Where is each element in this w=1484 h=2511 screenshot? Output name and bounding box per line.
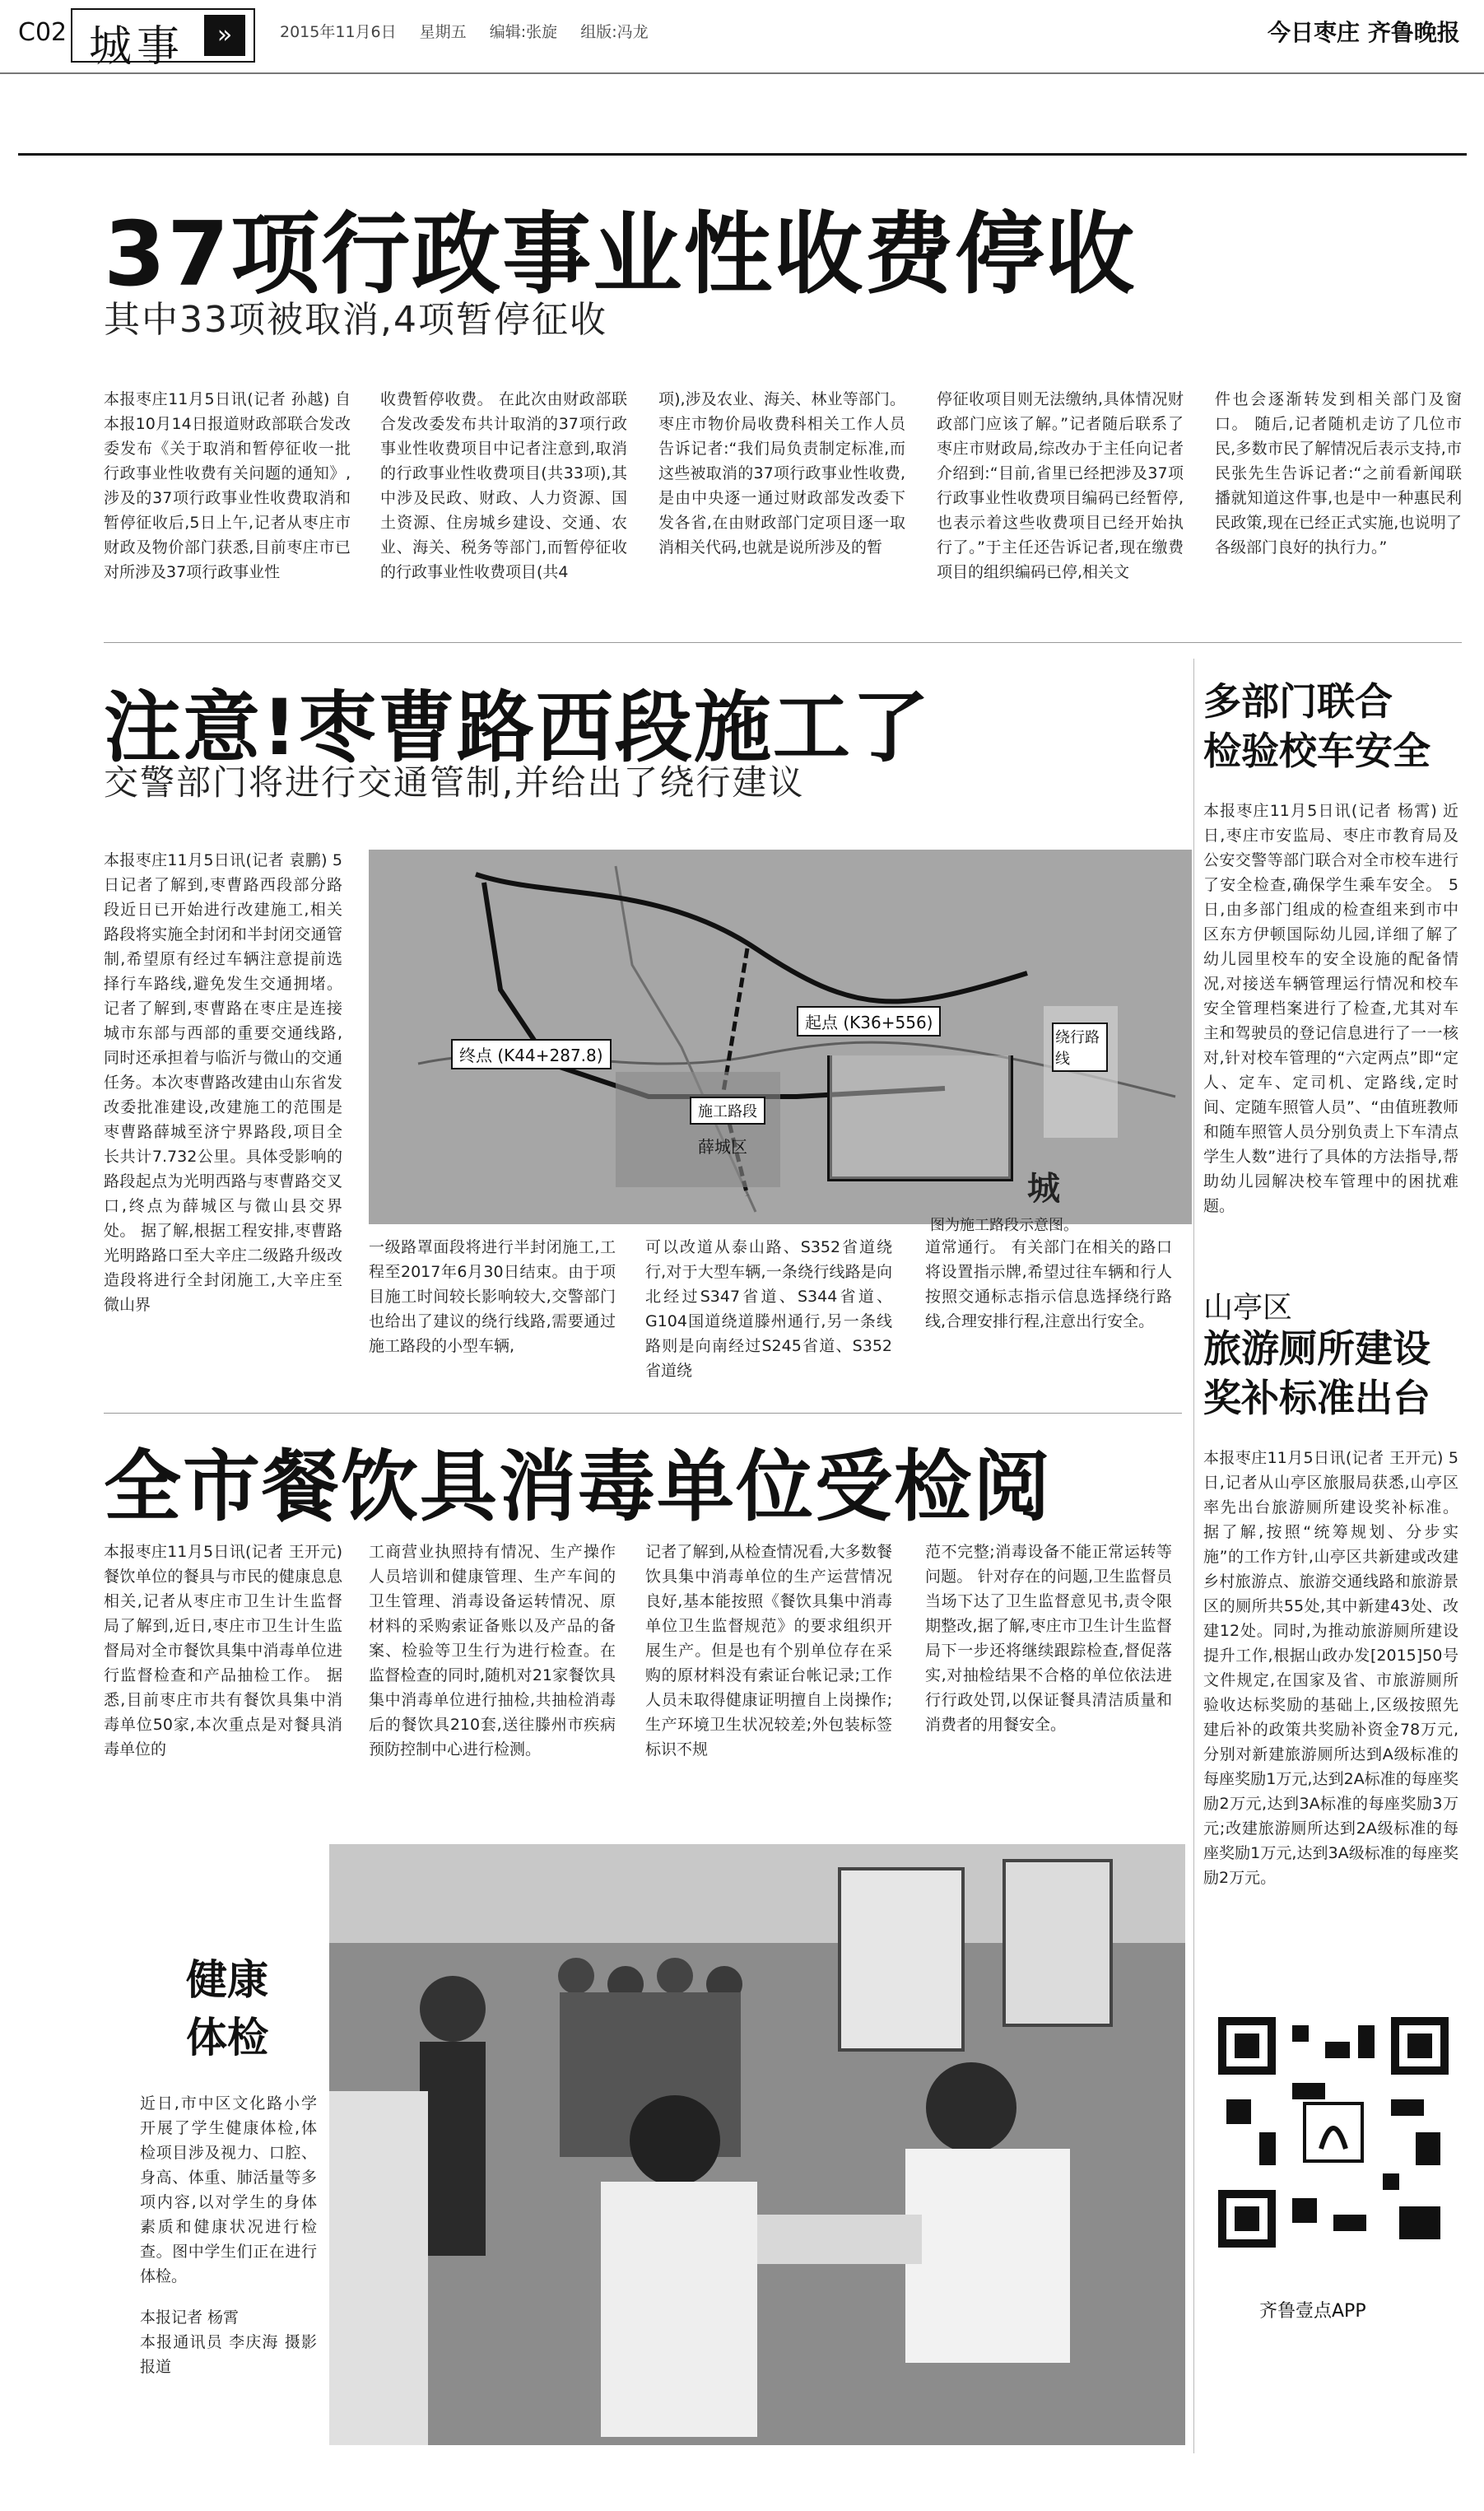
health-check-photo [329, 1844, 1185, 2445]
map-end-name: 终点 [459, 1046, 492, 1065]
header-rule [0, 72, 1484, 74]
map-district-label: 薛城区 [698, 1137, 747, 1157]
story1-col-4: 停征收项目则无法缴纳,具体情况财政部门应该了解。”记者随后联系了枣庄市财政局,综改办于主任向记者介绍到:“目前,省里已经把涉及37项行政事业性收费项目编码已经暂停,也表示着这些收费项目已经开始执行了。”于主任还告诉记者,现在缴费项目的组织编码已停,相关文 [937, 390, 1184, 581]
story1-subhead: 其中33项被取消,4项暂停征收 [104, 299, 607, 341]
story2-subhead: 交警部门将进行交通管制,并给出了绕行建议 [104, 762, 805, 803]
issue-weekday: 星期五 [419, 23, 467, 41]
map-detour-label: 绕行路线 [1052, 1023, 1108, 1072]
map-end-label: 终点 (K44+287.8) [451, 1039, 612, 1069]
photo-credit-correspondent: 本报通讯员 李庆海 摄影报道 [140, 2333, 317, 2376]
photo-story-credits [140, 2305, 317, 2388]
story3-headline: 全市餐饮具消毒单位受检阅 [104, 1442, 1053, 1532]
story1-col-2: 收费暂停收费。 在此次由财政部联合发改委发布共计取消的37项行政事业性收费项目中记者注意到,取消的行政事业性收费项目(共33项),其中涉及民政、财政、人力资源、国土资源、住房城乡建设、交通、农业、海关、税务等部门,而暂停征收的行政事业性收费项目(共4 [380, 390, 627, 581]
side1-headline [1203, 677, 1431, 776]
issue-meta [280, 20, 667, 42]
map-caption: 图为施工路段示意图。 [930, 1217, 1078, 1234]
paper-name: 今日枣庄 齐鲁晚报 [1268, 19, 1460, 46]
story3-col-3: 记者了解到,从检查情况看,大多数餐饮具集中消毒单位的生产运营情况良好,基本能按照《餐饮具集中消毒单位卫生监督规范》的要求组织开展生产。但是也有个别单位存在采购的原材料没有索证台帐记录;工作人员未取得健康证明擅自上岗操作;生产环境卫生状况较差;外包装标签标识不规 [645, 1543, 892, 1759]
side2-text: 本报枣庄11月5日讯(记者 王开元) 5日,记者从山亭区旅服局获悉,山亭区率先出台旅游厕所建设奖补标准。 据了解,按照“统筹规划、分步实施”的工作方针,山亭区共新建或改建乡村旅游点、旅游交通线路和旅游景区的厕所共55处,其中新建43处、改建12处。同时,为推动旅游厕所建设提升工作,根据山政办发[2015]50号文件规定,在国家及省、市旅游厕所验收达标奖励的基础上,区级按照先建后补的政策共奖励补资金78万元,分别对新建旅游厕所达到A级标准的每座奖励1万元,达到2A标准的每座奖励2万元,达到3A标准的每座奖励3万元;改建旅游厕所达到2A级标准的每座奖励1万元,达到3A级标准的每座奖励2万元。 [1203, 1449, 1458, 1887]
side2-headline [1203, 1324, 1431, 1423]
section-arrow-icon: » [204, 15, 245, 56]
issue-layout: 组版:冯龙 [580, 23, 649, 41]
top-rule [18, 153, 1467, 156]
qr-caption: 齐鲁壹点APP [1259, 2301, 1366, 2322]
story1-headline: 37项行政事业性收费停收 [104, 203, 1137, 306]
photo-story-text: 近日,市中区文化路小学开展了学生健康体检,体检项目涉及视力、口腔、身高、体重、肺活量等多项内容,以对学生的身体素质和健康状况进行检查。图中学生们正在进行体检。 [140, 2091, 317, 2297]
side1-headline-line2: 检验校车安全 [1203, 729, 1431, 773]
story2-col-3: 可以改道从泰山路、S352省道绕行,对于大型车辆,一条绕行线路是向北经过S347省道、S344省道、G104国道绕道滕州通行,另一条线路则是向南经过S245省道、S352省道绕 [645, 1238, 892, 1380]
story1-col-5: 件也会逐渐转发到相关部门及窗口。 随后,记者随机走访了几位市民,多数市民了解情况后表示支持,市民张先生告诉记者:“之前看新闻联播就知道这件事,也是中一种惠民利民政策,现在已经正式实施,也说明了各级部门良好的执行力。” [1215, 390, 1462, 557]
story2-bottom-rule [104, 1413, 1182, 1414]
side1-headline-line1: 多部门联合 [1203, 679, 1393, 724]
qr-code[interactable] [1210, 2009, 1457, 2256]
side2-kicker: 山亭区 [1203, 1291, 1293, 1325]
story1-col-1: 本报枣庄11月5日讯(记者 孙越) 自本报10月14日报道财政部联合发改委发布《关于取消和暂停征收一批行政事业性收费有关问题的通知》,涉及的37项行政事业性收费取消和暂停征收后,5日上午,记者从枣庄市财政及物价部门获悉,目前枣庄市已对所涉及37项行政事业性 [104, 390, 351, 581]
map-section-label: 施工路段 [690, 1097, 765, 1125]
side2-headline-line1: 旅游厕所建设 [1203, 1326, 1431, 1371]
side1-text: 本报枣庄11月5日讯(记者 杨霄) 近日,枣庄市安监局、枣庄市教育局及公安交警等部门联合对全市校车进行了安全检查,确保学生乘车安全。 5日,由多部门组成的检查组来到市中区东方伊顿国际幼儿园,详细了解了幼儿园里校车的安全设施的配备情况,对接送车辆管理运行情况和校车安全管理档案进行了检查,尤其对车主和驾驶员的登记信息进行了一一核对,针对校车管理的“六定两点”即“定人、定车、定司机、定路线,定时间、定随车照管人员”、“由值班教师和随车照管人员分别负责上下车清点学生人数”进行了具体的方法指导,帮助幼儿园解决校车管理中的困扰难题。 [1203, 802, 1458, 1214]
map-start-name: 起点 [805, 1013, 838, 1032]
story2-col-4: 道常通行。 有关部门在相关的路口将设置指示牌,希望过往车辆和行人按照交通标志指示信息选择绕行路线,合理安排行程,注意出行安全。 [925, 1238, 1172, 1330]
map-end-km: K44+287.8 [504, 1046, 597, 1065]
construction-map [369, 850, 1192, 1224]
story2-left-col: 本报枣庄11月5日讯(记者 袁鹏) 5日记者了解到,枣曹路西段部分路段近日已开始进行改建施工,相关路段将实施全封闭和半封闭交通管制,希望原有经过车辆注意提前选择行车路线,避免发生交通拥堵。 记者了解到,枣曹路在枣庄是连接城市东部与西部的重要交通线路,同时还承担着与临沂与微山的交通任务。本次枣曹路改建由山东省发改委批准建设,改建施工的范围是枣曹路薛城至济宁界路段,项目全长共计7.732公里。具体受影响的路段起点为光明西路与枣曹路交叉口,终点为薛城区与微山县交界处。 据了解,根据工程安排,枣曹路光明路路口至大辛庄二级路升级改造段将进行全封闭施工,大辛庄至微山界 [104, 851, 342, 1314]
sidebar-divider [1193, 659, 1194, 2453]
map-start-label: 起点 (K36+556) [797, 1006, 941, 1037]
issue-date: 2015年11月6日 [280, 23, 397, 41]
story1-col-3: 项),涉及农业、海关、林业等部门。 枣庄市物价局收费科相关工作人员告诉记者:“我们局负责制定标准,而这些被取消的37项行政事业性收费,是由中央逐一通过财政部发改委下发各省,在由财政部门定项目逐一取消相关代码,也就是说所涉及的暂 [658, 390, 905, 557]
photo-story-headline [186, 1951, 268, 2066]
story3-col-4: 范不完整;消毒设备不能正常运转等问题。 针对存在的问题,卫生监督员当场下达了卫生监督意见书,责令限期整改,据了解,枣庄市卫生计生监督局下一步还将继续跟踪检查,督促落实,对抽检结果不合格的单位依法进行行政处罚,以保证餐具清洁质量和消费者的用餐安全。 [925, 1543, 1172, 1734]
story2-headline: 注意!枣曹路西段施工了 [104, 683, 931, 773]
qr-graphic [1210, 2009, 1457, 2256]
photo-story-headline-line1: 健康 [186, 1956, 268, 2004]
section-title: 城事 [89, 22, 185, 72]
story3-col-2: 工商营业执照持有情况、生产操作人员培训和健康管理、生产车间的卫生管理、消毒设备运转情况、原材料的采购索证备账以及产品的备案、检验等卫生行为进行检查。在监督检查的同时,随机对21家餐饮具集中消毒单位进行抽检,共抽检消毒后的餐饮具210套,送往滕州市疾病预防控制中心进行检测。 [369, 1543, 616, 1759]
story2-col-2: 一级路罩面段将进行半封闭施工,工程至2017年6月30日结束。由于项目施工时间较长影响较大,交警部门也给出了建议的绕行线路,需要通过施工路段的小型车辆, [369, 1238, 616, 1355]
photo-credit-reporter: 本报记者 杨霄 [140, 2308, 240, 2327]
story1-bottom-rule [104, 642, 1462, 643]
photo-graphic [329, 1844, 1185, 2445]
photo-story-headline-line2: 体检 [186, 2014, 268, 2061]
map-city-label: 城 [1027, 1170, 1060, 1208]
map-start-km: K36+556 [849, 1013, 927, 1032]
issue-editor: 编辑:张旋 [489, 23, 558, 41]
side2-headline-line2: 奖补标准出台 [1203, 1376, 1431, 1420]
page-number: C02 [18, 18, 67, 47]
story3-col-1: 本报枣庄11月5日讯(记者 王开元) 餐饮单位的餐具与市民的健康息息相关,记者从枣庄市卫生计生监督局了解到,近日,枣庄市卫生计生监督局对全市餐饮具集中消毒单位进行监督检查和产品抽检工作。 据悉,目前枣庄市共有餐饮具集中消毒单位50家,本次重点是对餐具消毒单位的 [104, 1543, 342, 1759]
